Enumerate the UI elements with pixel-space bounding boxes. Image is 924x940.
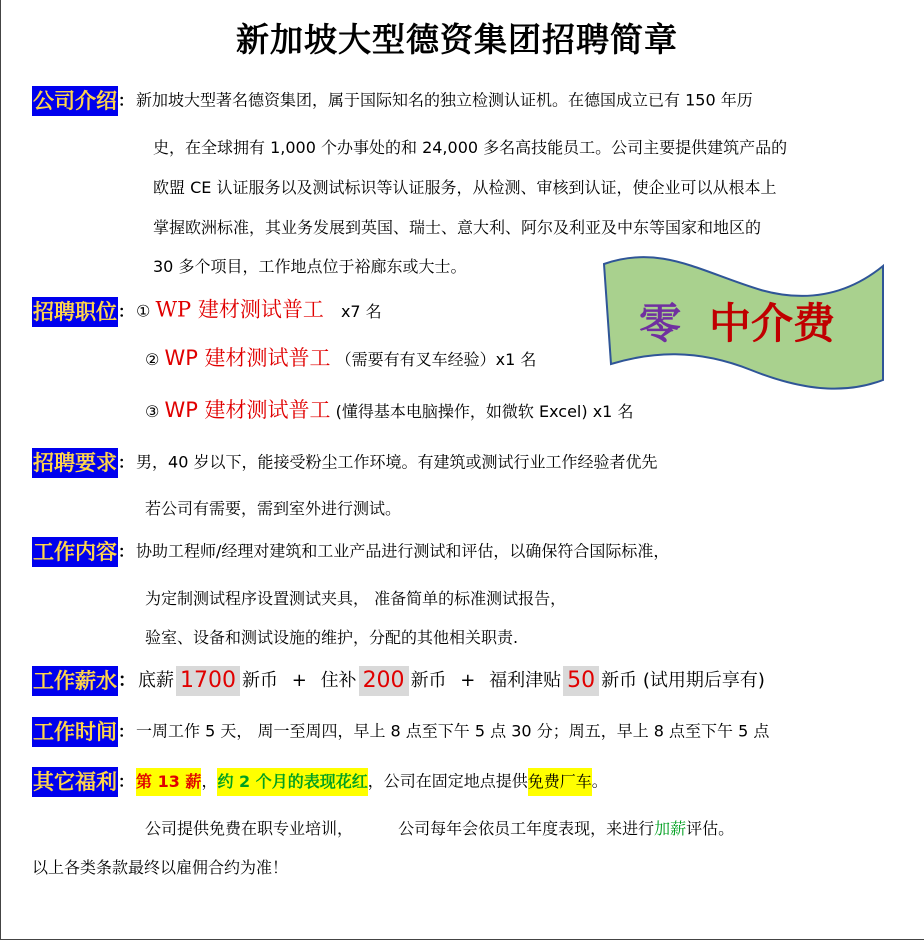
duties-line-2: 为定制测试程序设置测试夹具， 准备简单的标准测试报告， <box>145 589 567 608</box>
company-line-1: 公司介绍： 新加坡大型著名德资集团，属于国际知名的独立检测认证机。在德国成立已有 150 年历 <box>32 86 753 116</box>
position-title-3: WP 建材测试普工 <box>164 398 331 422</box>
housing-allowance-value: 200 <box>359 666 409 696</box>
footer-note: 以上各类条款最终以雇佣合约为准！ <box>32 858 289 877</box>
flag-fee-text: 中介费 <box>709 299 836 348</box>
base-salary-value: 1700 <box>176 666 240 696</box>
requirements-line-2: 若公司有需要，需到室外进行测试。 <box>145 499 402 518</box>
zero-fee-flag <box>601 252 887 394</box>
company-line-5: 30 多个项目，工作地点位于裕廊东或大士。 <box>153 257 467 276</box>
salary-tag: 工作薪水 <box>32 666 118 696</box>
company-line-4: 掌握欧洲标准，其业务发展到英国、瑞士、意大利、阿尔及利亚及中东等国家和地区的 <box>153 218 762 237</box>
flag-zero-text: 零 <box>639 299 682 348</box>
position-line-1: 招聘职位： ① WP 建材测试普工 x7 名 <box>32 297 382 327</box>
bonus-badge: 约 2 个月的表现花红 <box>217 768 367 796</box>
benefits-tag: 其它福利 <box>32 767 118 797</box>
salary-line: 工作薪水： 底薪 1700 新币 + 住补 200 新币 + 福利津贴 50 新币 (试用期后享有) <box>32 666 765 696</box>
position-line-2: ② WP 建材测试普工 （需要有有叉车经验）x1 名 <box>145 346 537 370</box>
benefits-line-2: 公司提供免费在职专业培训， 公司每年会依员工年度表现，来进行加薪评估。 <box>145 819 735 838</box>
requirements-line-1: 招聘要求： 男，40 岁以下，能接受粉尘工作环境。有建筑或测试行业工作经验者优先 <box>32 448 657 478</box>
welfare-allowance-value: 50 <box>563 666 599 696</box>
requirements-tag: 招聘要求 <box>32 448 118 478</box>
position-title-2: WP 建材测试普工 <box>164 346 331 370</box>
duties-line-3: 验室、设备和测试设施的维护，分配的其他相关职责. <box>145 628 519 647</box>
hours-tag: 工作时间 <box>32 717 118 747</box>
page-title: 新加坡大型德资集团招聘简章 <box>236 20 678 59</box>
shuttle-badge: 免费厂车 <box>528 768 592 796</box>
duties-line-1: 工作内容： 协助工程师/经理对建筑和工业产品进行测试和评估，以确保符合国际标准， <box>32 537 669 567</box>
position-line-3: ③ WP 建材测试普工 (懂得基本电脑操作，如微软 Excel) x1 名 <box>145 398 634 422</box>
positions-tag: 招聘职位 <box>32 297 118 327</box>
company-line-2: 史，在全球拥有 1,000 个办事处的和 24,000 多名高技能员工。公司主要提供建筑产品的 <box>153 138 788 157</box>
company-line-3: 欧盟 CE 认证服务以及测试标识等认证服务，从检测、审核到认证，使企业可以从根本上 <box>153 178 777 197</box>
company-tag: 公司介绍 <box>32 86 118 116</box>
benefits-line-1: 其它福利： 第 13 薪，约 2 个月的表现花红，公司在固定地点提供免费厂车。 <box>32 767 608 797</box>
thirteenth-month-badge: 第 13 薪 <box>136 768 201 796</box>
hours-line: 工作时间： 一周工作 5 天， 周一至周四，早上 8 点至下午 5 点 30 分；周五，早上 8 点至下午 5 点 <box>32 717 769 747</box>
position-title-1: WP 建材测试普工 <box>155 297 324 322</box>
duties-tag: 工作内容 <box>32 537 118 567</box>
